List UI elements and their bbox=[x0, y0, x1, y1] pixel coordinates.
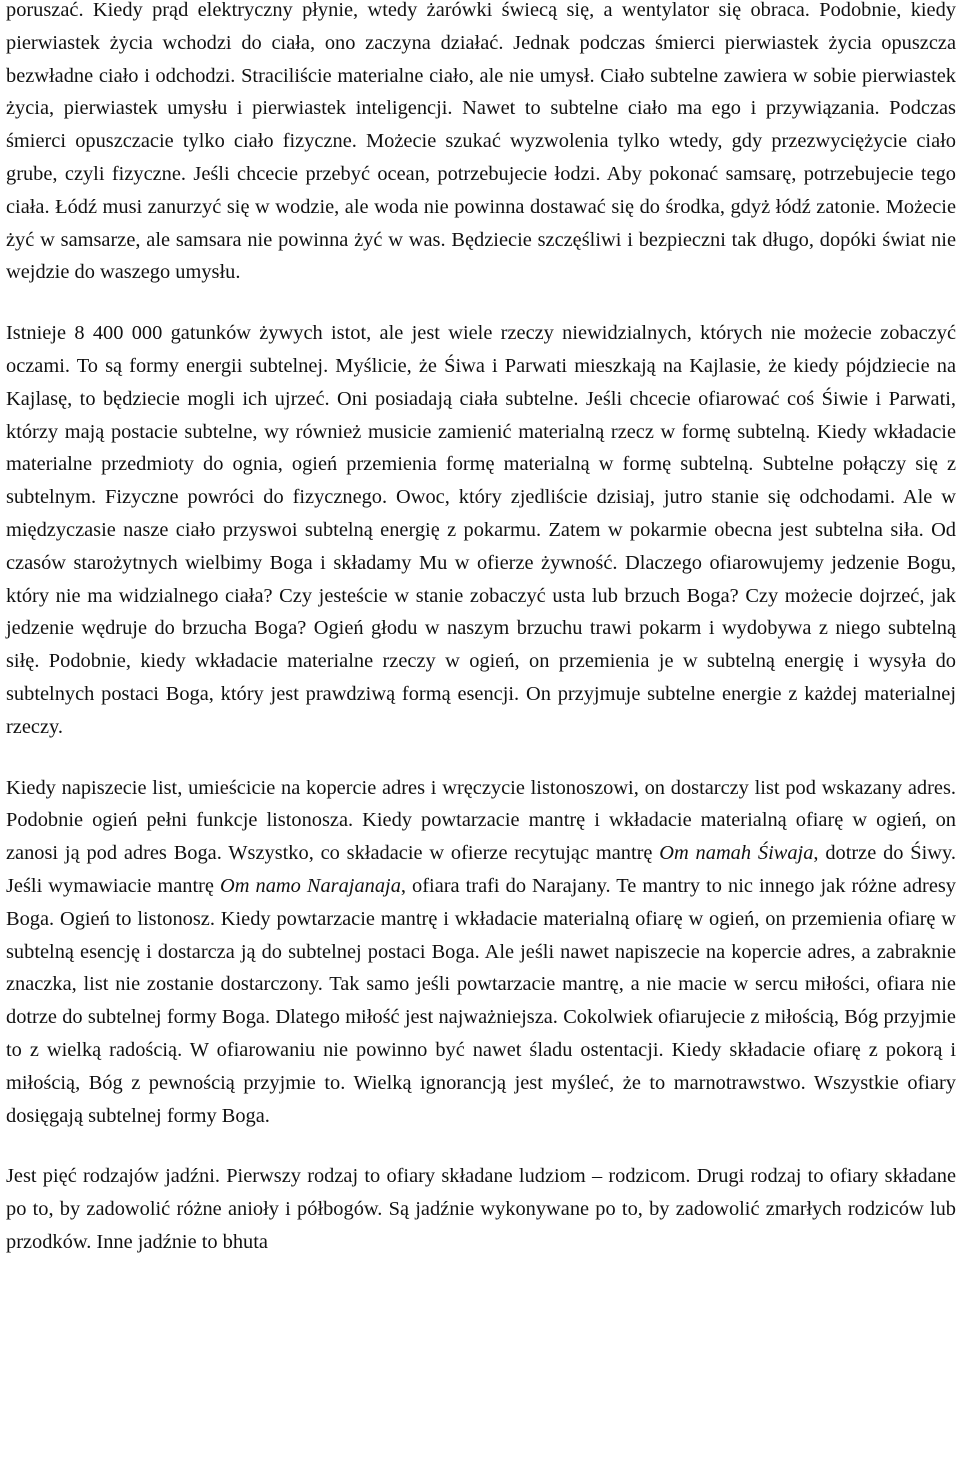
paragraph-1-text: poruszać. Kiedy prąd elektryczny płynie, wtedy żarówki świecą się, a wentylator się obraca. Podobnie, kiedy pierwiastek życia wchodzi do ciała, ono zaczyna działać. Jednak podczas śmierci pierwiastek życia opuszcza bezwładne ciało i odchodzi. Straciliście materialne ciało, ale nie umysł. Ciało subtelne zawiera w sobie pierwiastek życia, pierwiastek umysłu i pierwiastek inteligencji. Nawet to subtelne ciało ma ego i przywiązania. Podczas śmierci opuszczacie tylko ciało fizyczne. Możecie szukać wyzwolenia tylko wtedy, gdy przezwyciężycie ciało grube, czyli fizyczne. Jeśli chcecie przebyć ocean, potrzebujecie łodzi. Aby pokonać samsarę, potrzebujecie tego ciała. Łódź musi zanurzyć się w wodzie, ale woda nie powinna dostawać się do środka, gdyż łódź zatonie. Możecie żyć w samsarze, ale samsara nie powinna żyć w was. Będziecie szczęśliwi i bezpieczni tak długo, dopóki świat nie wejdzie do waszego umysłu. bbox=[6, 0, 956, 284]
paragraph-3-text-c: , ofiara trafi do Narajany. Te mantry to nic innego jak różne adresy Boga. Ogień to listonosz. Kiedy powtarzacie mantrę i wkładacie materialną ofiarę w ogień, on przemienia ofiarę w subtelną esencję i dostarcza ją do subtelnej postaci Boga. Ale jeśli nawet napiszecie na kopercie adres, a zabraknie znaczka, list nie zostanie dostarczony. Tak samo jeśli powtarzacie mantrę, a nie macie w sercu miłości, ofiara nie dotrze do subtelnej formy Boga. Dlatego miłość jest najważniejsza. Cokolwiek ofiarujecie z miłością, Bóg przyjmie to z wielką radością. W ofiarowaniu nie powinno być nawet śladu ostentacji. Kiedy składacie ofiarę z pokorą i miłością, Bóg z pewnością przyjmie to. Wielką ignorancją jest myśleć, że to marnotrawstwo. Wszystkie ofiary dosięgają subtelnej formy Boga. bbox=[6, 874, 956, 1127]
document-page bbox=[6, 0, 956, 1259]
paragraph-1 bbox=[6, 0, 956, 289]
paragraph-2-text: Istnieje 8 400 000 gatunków żywych istot, ale jest wiele rzeczy niewidzialnych, których nie możecie zobaczyć oczami. To są formy energii subtelnej. Myślicie, że Śiwa i Parwati mieszkają na Kajlasie, że kiedy pójdziecie na Kajlasę, to będziecie mogli ich ujrzeć. Oni posiadają ciała subtelne. Jeśli chcecie ofiarować coś Śiwie i Parwati, którzy mają postacie subtelne, wy również musicie zamienić materialną rzecz w formę subtelną. Kiedy wkładacie materialne przedmioty do ognia, ogień przemienia formę materialną w formę subtelną. Subtelne połączy się z subtelnym. Fizyczne powróci do fizycznego. Owoc, który zjedliście dzisiaj, jutro stanie się odchodami. Ale w międzyczasie nasze ciało przyswoi subtelną energię z pokarmu. Zatem w pokarmie obecna jest subtelna siła. Od czasów starożytnych wielbimy Boga i składamy Mu w ofierze żywność. Dlaczego ofiarowujemy jedzenie Bogu, który nie ma widzialnego ciała? Czy jesteście w stanie zobaczyć usta lub brzuch Boga? Czy możecie dojrzeć, jak jedzenie wędruje do brzucha Boga? Ogień głodu w naszym brzuchu trawi pokarm i wydobywa z niego subtelną siłę. Podobnie, kiedy wkładacie materialne rzeczy w ogień, on przemienia je w subtelną energię i wysyła do subtelnych postaci Boga, który jest prawdziwą formą esencji. On przyjmuje subtelne energie z każdej materialnej rzeczy. bbox=[6, 322, 956, 738]
paragraph-4-text: Jest pięć rodzajów jadźni. Pierwszy rodzaj to ofiary składane ludziom – rodzicom. Drugi rodzaj to ofiary składane po to, by zadowolić różne anioły i półbogów. Są jadźnie wykonywane po to, by zadowolić zmarłych rodziców lub przodków. Inne jadźnie to bhuta bbox=[6, 1165, 956, 1253]
paragraph-3-text-b: , dotrze do Śiwy. Jeśli wymawiacie mantrę bbox=[6, 842, 956, 897]
paragraph-2 bbox=[6, 317, 956, 743]
paragraph-3-text-a: Kiedy napiszecie list, umieścicie na kopercie adres i wręczycie listonoszowi, on dostarczy list pod wskazany adres. Podobnie ogień pełni funkcje listonosza. Kiedy powtarzacie mantrę i wkładacie materialną ofiarę w ogień, on zanosi ją pod adres Boga. Wszystko, co składacie w ofierze recytując mantrę bbox=[6, 776, 956, 865]
mantra-om-namo-narajanaja: Om namo Narajanaja bbox=[220, 874, 401, 897]
paragraph-3 bbox=[6, 772, 956, 1133]
paragraph-4 bbox=[6, 1160, 956, 1258]
mantra-om-namah-siwaja: Om namah Śiwaja bbox=[659, 842, 814, 865]
